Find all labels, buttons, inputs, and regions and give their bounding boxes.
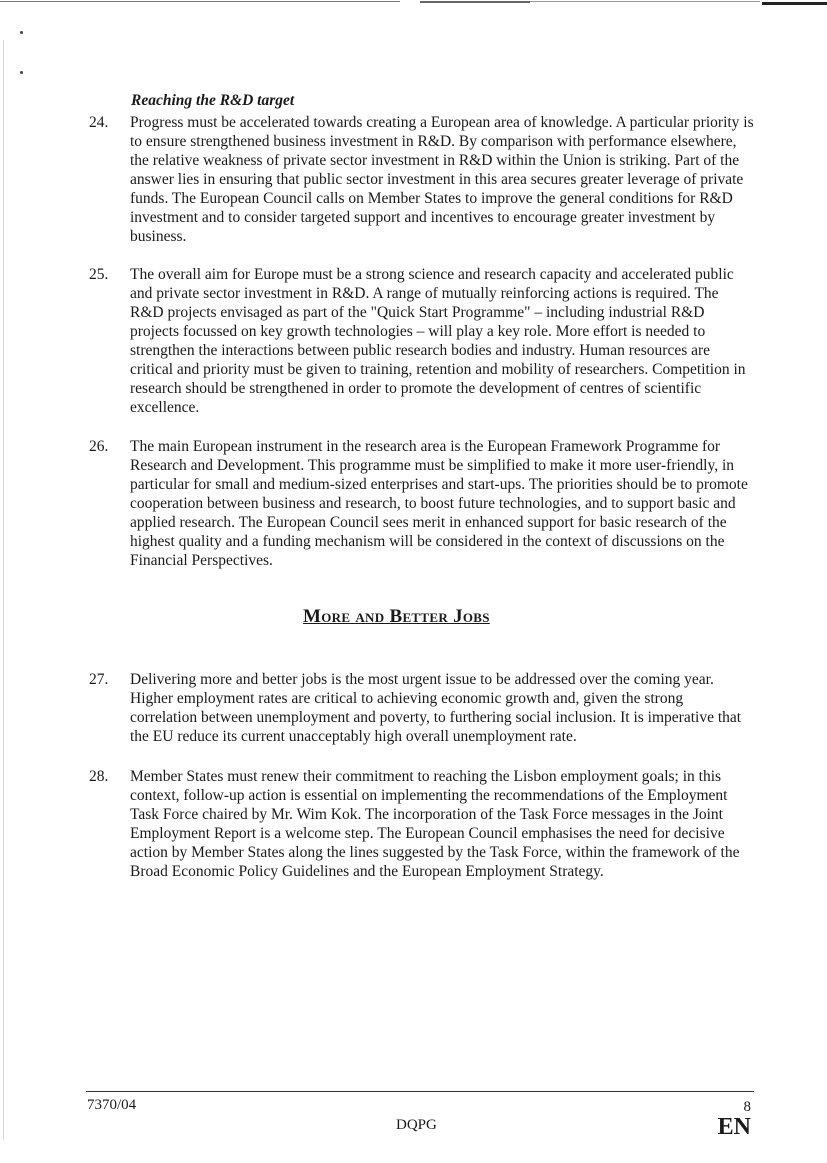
- paragraph-number: 24.: [89, 114, 109, 131]
- footer-rule: [86, 1091, 754, 1092]
- paragraph-28: [89, 767, 754, 881]
- section-heading: Reaching the R&D target: [131, 92, 295, 109]
- footer-doc-ref: 7370/04: [87, 1097, 137, 1113]
- paragraph-text: Progress must be accelerated towards creating a European area of knowledge. A particular priority is to ensure strengthened business investment in R&D. By comparison with performance elsewhere, the relative weakness of private sector investment in R&D within the Union is striking. Part of the answer lies in ensuring that public sector investment in this area secures greater leverage of private funds. The European Council calls on Member States to improve the general conditions for R&D investment and to consider targeted support and incentives to encourage greater investment by business.: [130, 114, 754, 245]
- scan-left-edge: [3, 40, 4, 1140]
- scan-speck: [20, 71, 23, 74]
- paragraph-number: 27.: [89, 671, 109, 688]
- paragraph-number: 25.: [89, 266, 109, 283]
- paragraph-26: [89, 437, 754, 570]
- footer-page-number: 8: [743, 1099, 751, 1115]
- paragraph-text: Member States must renew their commitment to reaching the Lisbon employment goals; in this context, follow-up action is essential on implementing the recommendations of the Employment Task Force chaired by Mr. Wim Kok. The incorporation of the Task Force messages in the Joint Employment Report is a welcome step. The European Council emphasises the need for decisive action by Member States along the lines suggested by the Task Force, within the framework of the Broad Economic Policy Guidelines and the European Employment Strategy.: [130, 768, 740, 880]
- section-title: More and Better Jobs: [303, 606, 490, 627]
- scan-speck: [20, 31, 23, 34]
- paragraph-number: 28.: [89, 768, 109, 785]
- paragraph-number: 26.: [89, 438, 109, 455]
- scan-top-edge: [0, 0, 827, 3]
- paragraph-text: Delivering more and better jobs is the most urgent issue to be addressed over the coming year. Higher employment rates are critical to achieving economic growth and, given the strong correlation between unemployment and poverty, to furthering social inclusion. It is imperative that the EU reduce its current unacceptably high overall unemployment rate.: [130, 671, 742, 745]
- paragraph-text: The main European instrument in the research area is the European Framework Programme for Research and Development. This programme must be simplified to make it more user-friendly, in particular for small and medium-sized enterprises and start-ups. The priorities should be to promote cooperation between business and research, to boost future technologies, and to support basic and applied research. The European Council sees merit in enhanced support for basic research of the highest quality and a funding mechanism will be considered in the context of discussions on the Financial Perspectives.: [130, 438, 748, 569]
- paragraph-24: [89, 113, 754, 246]
- paragraph-25: [89, 265, 754, 417]
- paragraph-27: [89, 670, 754, 746]
- footer-language: EN: [717, 1114, 751, 1140]
- paragraph-text: The overall aim for Europe must be a strong science and research capacity and accelerated public and private sector investment in R&D. A range of mutually reinforcing actions is required. The R&D projects envisaged as part of the "Quick Start Programme" – including industrial R&D projects focussed on key growth technologies – will play a key role. More effort is needed to strengthen the interactions between public research bodies and industry. Human resources are critical and priority must be given to training, retention and mobility of researchers. Competition in research should be strengthened in order to promote the development of centres of scientific excellence.: [130, 266, 746, 416]
- footer-department: DQPG: [396, 1117, 437, 1133]
